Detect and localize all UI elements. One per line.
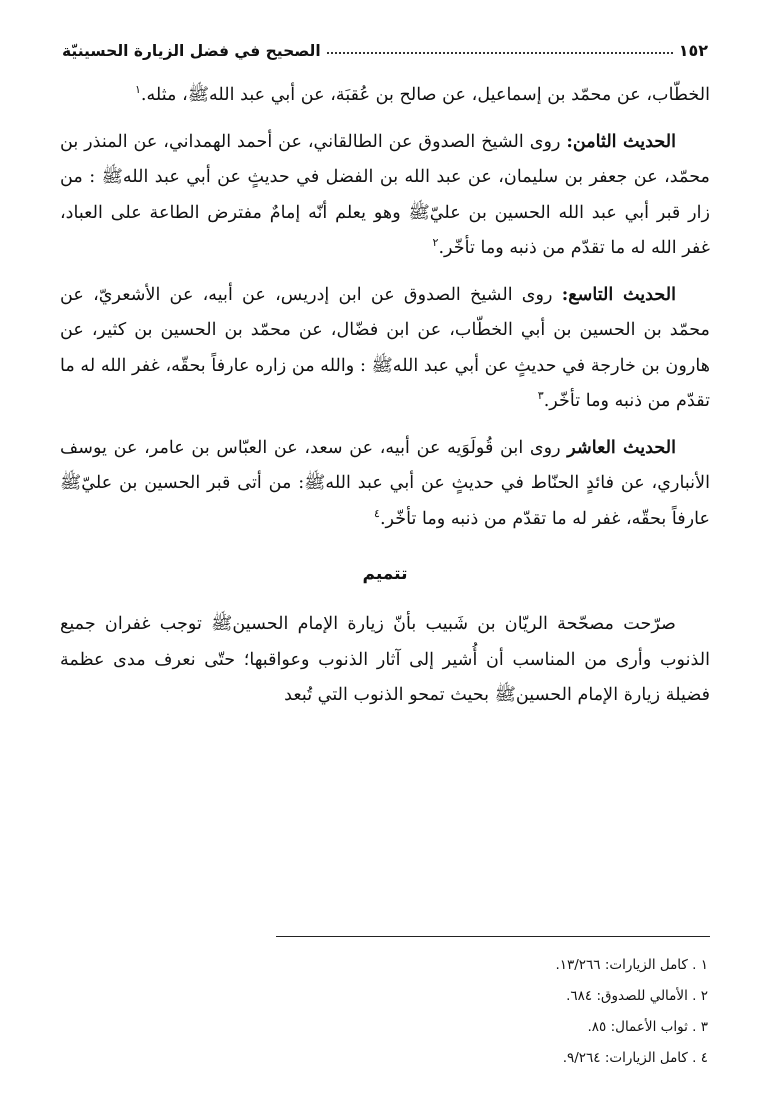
footnote-item: ٢ . الأمالي للصدوق: ٦٨٤. bbox=[566, 988, 708, 1004]
hadith-tenth bbox=[60, 430, 710, 538]
page-number: ١٥٢ bbox=[678, 41, 708, 60]
paragraph-text: روى ابن قُولَوَيه عن أبيه، عن سعد، عن العبّاس بن عامر، عن يوسف الأنباري، عن فائدٍ الحنّاط في حديثٍ عن أبي عبد الله‌ﷺ: من أتى قبر الحسين بن عليّ‌ﷺ عارفاً بحقّه، غفر له ما تقدّم من ذنبه وما تأخّر. bbox=[60, 437, 710, 529]
hadith-ninth bbox=[60, 277, 710, 420]
section-heading: تتميم bbox=[362, 564, 408, 584]
footnotes bbox=[555, 950, 708, 1074]
running-title: الصحيح في فضل الزيارة الحسينيّة bbox=[62, 42, 321, 60]
hadith-heading: الحديث التاسع: bbox=[561, 283, 676, 305]
hadith-heading: الحديث العاشر bbox=[567, 436, 676, 458]
header-dotted-leader bbox=[327, 52, 673, 54]
footnote-ref: ٢ bbox=[432, 236, 439, 250]
footnote-ref: ٣ bbox=[537, 389, 544, 403]
paragraph-text: روى الشيخ الصدوق عن الطالقاني، عن أحمد الهمداني، عن المنذر بن محمّد، عن جعفر بن سليمان، عن عبد الله بن الفضل في حديثٍ عن أبي عبد الله‌ﷺ : من زار قبر أبي عبد الله الحسين بن عليّ‌ﷺ وهو يعلم أنّه إمامٌ مفترض الطاعة على العباد، غفر الله له ما تقدّم من ذنبه وما تأخّر. bbox=[60, 131, 710, 258]
paragraph-text: الخطّاب، عن محمّد بن إسماعيل، عن صالح بن عُقبَة، عن أبي عبد الله‌ﷺ، مثله. bbox=[140, 85, 710, 105]
footnote-item: ١ . كامل الزيارات: ١٣/٢٦٦. bbox=[555, 957, 708, 973]
hadith-eighth bbox=[60, 124, 710, 267]
paragraph-text: روى الشيخ الصدوق عن ابن إدريس، عن أبيه، عن الأشعريّ، عن محمّد بن الحسين بن أبي الخطّاب، عن ابن فضّال، عن محمّد بن الحسين بن كثير، عن هارون بن خارجة في حديثٍ عن أبي عبد الله‌ﷺ : والله من زاره عارفاً بحقّه، غفر الله له ما تقدّم من ذنبه وما تأخّر. bbox=[60, 284, 710, 411]
footnote-item: ٤ . كامل الزيارات: ٩/٢٦٤. bbox=[562, 1050, 708, 1066]
running-header bbox=[62, 32, 708, 60]
closing-paragraph: صرّحت مصحّحة الريّان بن شَبيب بأنّ زيارة الإمام الحسين‌ﷺ توجب غفران جميع الذنوب وأرى من المناسب أن أُشير إلى آثار الذنوب وعواقبها؛ حتّى نعرف مدى عظمة فضيلة زيارة الإمام الحسين‌ﷺ بحيث تمحو الذنوب التي تُبعد bbox=[60, 614, 710, 705]
footnote-ref: ١ bbox=[134, 83, 141, 97]
paragraph-continuation bbox=[60, 78, 710, 114]
hadith-heading: الحديث الثامن: bbox=[566, 130, 676, 152]
footnote-separator bbox=[276, 936, 710, 937]
footnote-item: ٣ . ثواب الأعمال: ٨٥. bbox=[587, 1019, 708, 1035]
main-text bbox=[60, 78, 710, 724]
footnote-ref: ٤ bbox=[374, 506, 380, 520]
